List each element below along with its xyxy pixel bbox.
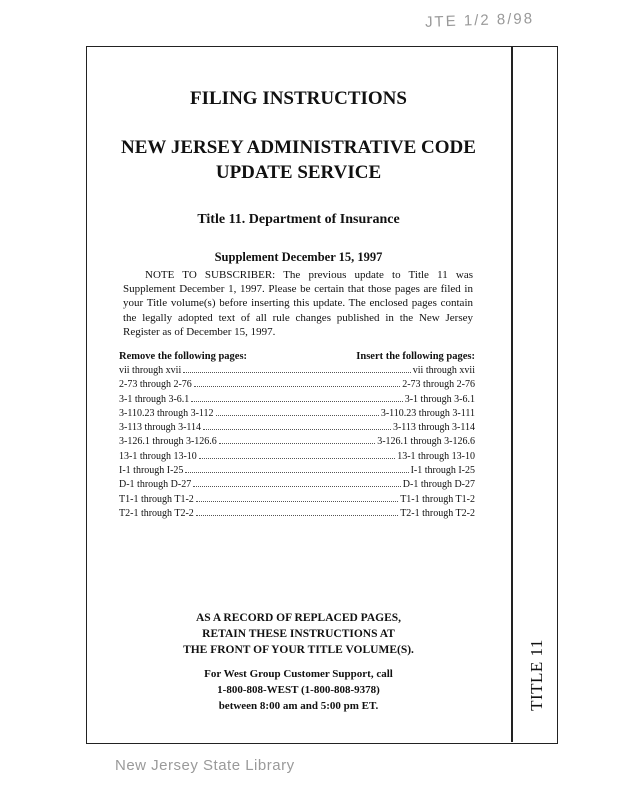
support-phone: 1-800-808-WEST (1-800-808-9378) bbox=[217, 684, 380, 696]
page-rows bbox=[119, 365, 475, 522]
page-row bbox=[119, 465, 475, 479]
page-row bbox=[119, 379, 475, 393]
dot-leader bbox=[185, 472, 408, 473]
insert-pages: 2-73 through 2-76 bbox=[402, 379, 475, 391]
page-row bbox=[119, 451, 475, 465]
customer-support bbox=[86, 666, 511, 714]
insert-pages: T1-1 through T1-2 bbox=[400, 493, 475, 505]
subscriber-note bbox=[123, 268, 473, 339]
library-watermark: New Jersey State Library bbox=[115, 757, 295, 774]
tab-divider bbox=[511, 46, 513, 742]
dot-leader bbox=[216, 415, 379, 416]
page-row bbox=[119, 508, 475, 522]
insert-pages: 3-113 through 3-114 bbox=[392, 422, 475, 434]
insert-pages: I-1 through I-25 bbox=[410, 465, 475, 477]
title-subject: Title 11. Department of Insurance bbox=[197, 212, 400, 227]
record-line1: AS A RECORD OF REPLACED PAGES, bbox=[195, 612, 402, 624]
insert-pages: 3-1 through 3-6.1 bbox=[404, 393, 475, 405]
remove-pages: 3-1 through 3-6.1 bbox=[119, 393, 190, 405]
page-row bbox=[119, 436, 475, 450]
dot-leader bbox=[196, 515, 398, 516]
page-row bbox=[119, 408, 475, 422]
dot-leader bbox=[219, 443, 375, 444]
insert-pages: 13-1 through 13-10 bbox=[397, 450, 475, 462]
dot-leader bbox=[194, 386, 400, 387]
code-title-heading bbox=[86, 135, 511, 185]
insert-pages: 3-110.23 through 3-111 bbox=[380, 407, 475, 419]
remove-pages: 3-113 through 3-114 bbox=[119, 422, 202, 434]
page-list-header bbox=[119, 351, 475, 365]
insert-pages: 3-126.1 through 3-126.6 bbox=[377, 436, 475, 448]
tab-label: TITLE 11 bbox=[527, 639, 546, 711]
page-row bbox=[119, 479, 475, 493]
dot-leader bbox=[196, 501, 398, 502]
support-line1: For West Group Customer Support, call bbox=[204, 668, 393, 680]
record-line3: THE FRONT OF YOUR TITLE VOLUME(S). bbox=[183, 644, 414, 656]
page-row bbox=[119, 494, 475, 508]
dot-leader bbox=[183, 372, 411, 373]
subscriber-note-text: NOTE TO SUBSCRIBER: The previous update to Title 11 was Supplement December 1, 1997. Please be certain that those pages are filed in your Title volume(s) before inserting this update. The enclosed pages contain the legally adopted text of all rule changes published in the New Jersey Register as of December 15, 1997. bbox=[123, 269, 473, 338]
code-title-line2: UPDATE SERVICE bbox=[215, 162, 382, 183]
remove-pages: 2-73 through 2-76 bbox=[119, 379, 192, 391]
dot-leader bbox=[199, 458, 395, 459]
record-line2: RETAIN THESE INSTRUCTIONS AT bbox=[202, 628, 395, 640]
page-replacement-list bbox=[119, 351, 475, 522]
remove-pages: T1-1 through T1-2 bbox=[119, 493, 194, 505]
remove-pages: vii through xvii bbox=[119, 365, 182, 376]
supplement-date: Supplement December 15, 1997 bbox=[214, 250, 383, 264]
dot-leader bbox=[191, 401, 402, 402]
insert-header: Insert the following pages: bbox=[356, 351, 475, 362]
handwritten-stamp: JTE 1/2 8/98 bbox=[424, 10, 535, 31]
remove-pages: I-1 through I-25 bbox=[119, 465, 184, 477]
page-row bbox=[119, 422, 475, 436]
record-notice bbox=[86, 610, 511, 658]
remove-pages: D-1 through D-27 bbox=[119, 479, 192, 491]
insert-pages: D-1 through D-27 bbox=[402, 479, 475, 491]
page-row bbox=[119, 394, 475, 408]
insert-pages: T2-1 through T2-2 bbox=[400, 507, 475, 519]
remove-pages: 3-126.1 through 3-126.6 bbox=[119, 436, 217, 448]
support-hours: between 8:00 am and 5:00 pm ET. bbox=[218, 700, 379, 712]
filing-instructions-heading: FILING INSTRUCTIONS bbox=[190, 88, 407, 109]
page-row bbox=[119, 365, 475, 379]
remove-pages: 13-1 through 13-10 bbox=[119, 450, 197, 462]
code-title-line1: NEW JERSEY ADMINISTRATIVE CODE bbox=[121, 137, 476, 158]
remove-pages: 3-110.23 through 3-112 bbox=[119, 407, 214, 419]
insert-pages: vii through xvii bbox=[412, 365, 475, 376]
remove-header: Remove the following pages: bbox=[119, 351, 248, 362]
dot-leader bbox=[193, 486, 401, 487]
remove-pages: T2-1 through T2-2 bbox=[119, 507, 194, 519]
dot-leader bbox=[203, 429, 391, 430]
